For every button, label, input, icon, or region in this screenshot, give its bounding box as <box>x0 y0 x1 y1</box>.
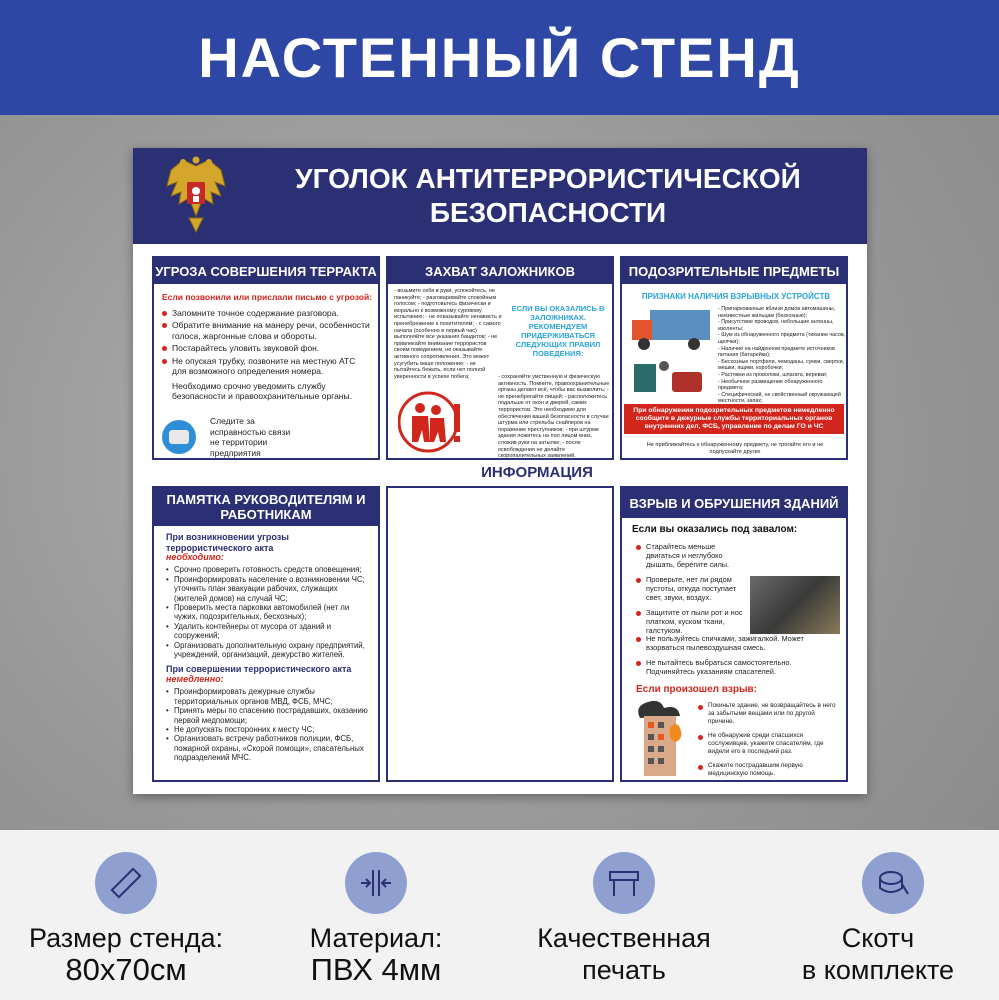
list-item: Постарайтесь уловить звуковой фон. <box>162 343 372 354</box>
collapse-heading: Если вы оказались под завалом: <box>632 524 798 535</box>
feature-material-value: ПВХ 4мм <box>310 952 442 987</box>
feature-size-value: 80х70см <box>65 952 187 987</box>
panel-threat-subtitle: Если позвонили или прислали письмо с угрозой: <box>162 292 373 302</box>
stand-board <box>133 148 867 794</box>
hostage-highlight: ЕСЛИ ВЫ ОКАЗАЛИСЬ В ЗАЛОЖНИКАХ. РЕКОМЕНДУЕМ ПРИДЕРЖИВАТЬСЯ СЛЕДУЮЩИХ ПРАВИЛ ПОВЕДЕНИЯ: <box>511 304 605 358</box>
ruler-icon <box>95 852 157 914</box>
panel-collapse <box>620 486 848 782</box>
panel-hostage <box>386 256 614 460</box>
list-item: - Необычное размещение обнаруженного предмета; <box>718 378 823 392</box>
feature-size <box>6 922 246 986</box>
panel-memo <box>152 486 380 782</box>
stand-header <box>133 148 867 244</box>
tape-icon <box>862 852 924 914</box>
collapse-list-wide <box>636 634 836 676</box>
memo-label2: немедленно: <box>166 673 224 684</box>
list-item: - Наличие на найденном предмете источников питания (батарейки); <box>718 345 835 359</box>
list-item: - Бесхозные портфели, чемоданы, сумки, свертки, мешки, ящики, коробочки; <box>718 358 845 372</box>
panel-threat-title: УГРОЗА СОВЕРШЕНИЯ ТЕРРАКТА <box>154 258 378 284</box>
feature-material-label: Материал: <box>309 923 443 953</box>
suspicious-footer: Не приближайтесь к обнаруженному предмету, не трогайте его и не подпускайте других <box>646 442 824 455</box>
collapse-list2 <box>698 702 842 778</box>
memo-heading1: При возникновении угрозы террористического акта <box>166 532 289 553</box>
phone-caption: Следите за исправностью связи не территории предприятия <box>210 416 291 458</box>
panel-hostage-title: ЗАХВАТ ЗАЛОЖНИКОВ <box>388 258 612 284</box>
list-item: - Шум из обнаруженного предмета (тикание часов, щелчки); <box>718 332 846 345</box>
list-item: - Присутствие проводов, небольшие антенны, изоленты; <box>718 319 834 332</box>
list-item: Запомните точное содержание разговора. <box>162 308 372 319</box>
list-item: Обратите внимание на манеру речи, особенности голоса, жаргонные слова и обороты. <box>162 320 372 341</box>
info-label: ИНФОРМАЦИЯ <box>481 464 593 481</box>
panel-threat-list <box>162 308 372 377</box>
list-item: - Специфический, не свойственный окружающей местности, запах; <box>718 391 841 405</box>
top-banner <box>0 0 999 115</box>
list-item: - Припаркованные вблизи домов автомашины, неизвестные жильцам (безхозные); <box>718 306 836 319</box>
list-item: Не пытайтесь выбраться самостоятельно. Подчиняйтесь указаниям спасателей. <box>636 658 836 676</box>
suspicious-subtitle: ПРИЗНАКИ НАЛИЧИЯ ВЗРЫВНЫХ УСТРОЙСТВ <box>641 292 831 301</box>
collapse-list <box>636 542 746 641</box>
rescue-photo <box>750 576 840 634</box>
panel-suspicious-title: ПОДОЗРИТЕЛЬНЫЕ ПРЕДМЕТЫ <box>622 258 846 284</box>
list-item: • Организовать встречу работников полиции, ФСБ, пожарной охраны, «Скорой помощи», спасательных подразделений МЧС. <box>166 734 372 762</box>
memo-heading2: При совершении террористического акта <box>166 664 352 675</box>
stand-title-line2: БЕЗОПАСНОСТИ <box>429 197 667 228</box>
list-item: Не опуская трубку, позвоните на местную АТС для возможного определения номера. <box>162 356 372 377</box>
list-item: Покиньте здание, не возвращайтесь в него за забытыми вещами или по другой причине. <box>698 702 842 726</box>
list-item: Старайтесь меньше двигаться и неглубоко дышать, берегите силы. <box>636 542 746 569</box>
info-pocket <box>386 486 614 782</box>
features-strip <box>0 830 999 1000</box>
list-item: • Проинформировать население о возникновении ЧС; уточнить план эвакуации рабочих, служащих (жителей домов) на случай ЧС; <box>166 575 372 603</box>
panel-suspicious <box>620 256 848 460</box>
feature-material <box>256 922 496 986</box>
list-item: Скажите пострадавшим первую медицинскую помощь. <box>698 762 842 778</box>
truck-icon <box>628 306 714 354</box>
list-item: • Организовать дополнительную охрану предприятий, учреждений, организаций, дежурство жителей. <box>166 641 372 660</box>
list-item: • Проинформировать дежурные службы территориальных органов МВД, ФСБ, МЧС; <box>166 687 372 706</box>
feature-tape-line1: Скотч <box>841 923 915 953</box>
panel-threat-note: Необходимо срочно уведомить службу безопасности и правоохранительные органы. <box>172 380 352 401</box>
thickness-icon <box>345 852 407 914</box>
list-item: • Принять меры по спасению пострадавших, оказанию первой медпомощи; <box>166 706 372 725</box>
list-item: • Удалить контейнеры от мусора от зданий и сооружений; <box>166 622 372 641</box>
list-item: - Растяжки из проволоки, шпагата, веревки; <box>718 371 828 378</box>
list-item: • Не допускать посторонних к месту ЧС; <box>166 725 372 734</box>
feature-tape-line2: в комплекте <box>801 955 955 985</box>
burning-building-icon <box>630 698 690 778</box>
list-item: Проверьте, нет ли рядом пустоты, откуда поступает свет, звуки, воздух. <box>636 575 746 602</box>
banner-title: НАСТЕННЫЙ СТЕНД <box>198 26 801 89</box>
panel-threat <box>152 256 380 460</box>
list-item: • Проверить места парковки автомобилей (нет ли чужих, подозрительных, бесхозных); <box>166 603 372 622</box>
suspicious-list <box>718 306 846 405</box>
collapse-heading2: Если произошел взрыв: <box>636 684 758 695</box>
suspicious-warning: При обнаружении подозрительных предметов немедленно сообщите в дежурные службы территориальных органов внутренних дел, ФСБ, управление по делам ГО и ЧС <box>624 404 844 434</box>
memo-list2 <box>166 687 372 762</box>
stand-title <box>253 162 843 230</box>
panel-collapse-title: ВЗРЫВ И ОБРУШЕНИЯ ЗДАНИЙ <box>622 488 846 518</box>
feature-print-line1: Качественная <box>537 923 711 953</box>
stand-title-line1: УГОЛОК АНТИТЕРРОРИСТИЧЕСКОЙ <box>295 163 801 194</box>
hostage-right-text: - сохраняйте умственную и физическую активность. Помните, правоохранительные органы делают всё, чтобы вас вызволить; - не пренебрегайте пищей; - расположитесь подальше от окон и дверей, самих террористов. Это необходимо для обеспечения вашей безопасности в случае штурма или стрельбы снайперов на поражение преступников; - при штурме здания ложитесь на пол лицом вниз, сложив руки на затылке; - после освобождения не делайте скоропалительных заявлений. <box>498 374 610 460</box>
bags-icon <box>632 358 712 394</box>
panel-memo-title: ПАМЯТКА РУКОВОДИТЕЛЯМ И РАБОТНИКАМ <box>154 488 378 526</box>
phone-icon <box>162 420 196 454</box>
printer-icon <box>593 852 655 914</box>
memo-list1 <box>166 565 372 659</box>
memo-label1: необходимо: <box>166 552 224 562</box>
list-item: Защитите от пыли рот и нос платком, куском ткани, галстуком. <box>636 608 746 635</box>
feature-print-line2: печать <box>582 955 666 985</box>
feature-size-label: Размер стенда: <box>28 923 224 953</box>
list-item: Не пользуйтесь спичками, зажигалкой. Может взорваться пылевоздушная смесь. <box>636 634 836 652</box>
soldiers-icon <box>398 390 468 454</box>
coat-of-arms-icon <box>163 156 229 236</box>
list-item: • Срочно проверить готовность средств оповещения; <box>166 565 372 574</box>
feature-tape <box>758 922 998 986</box>
feature-print <box>504 922 744 986</box>
hostage-left-text: - возьмите себя в руки, успокойтесь, не паникуйте; - разговаривайте спокойным голосом; - подготовьтесь физически и морально к возможному суровому испытанию; - не показывайте ненависть и пренебрежение к похитителям; - с самого начала (особенно в первый час) выполняйте все указания бандитов; - не привлекайте внимание террористов своим поведением, не оказывайте активного сопротивления. Это может усугубить ваше положение; - не пытайтесь бежать, если нет полной уверенности в успехе побега; <box>394 288 502 380</box>
list-item: Не обнаружив среди спасшихся сослуживцев, укажите спасателям, где видели его в последний раз. <box>698 732 842 756</box>
